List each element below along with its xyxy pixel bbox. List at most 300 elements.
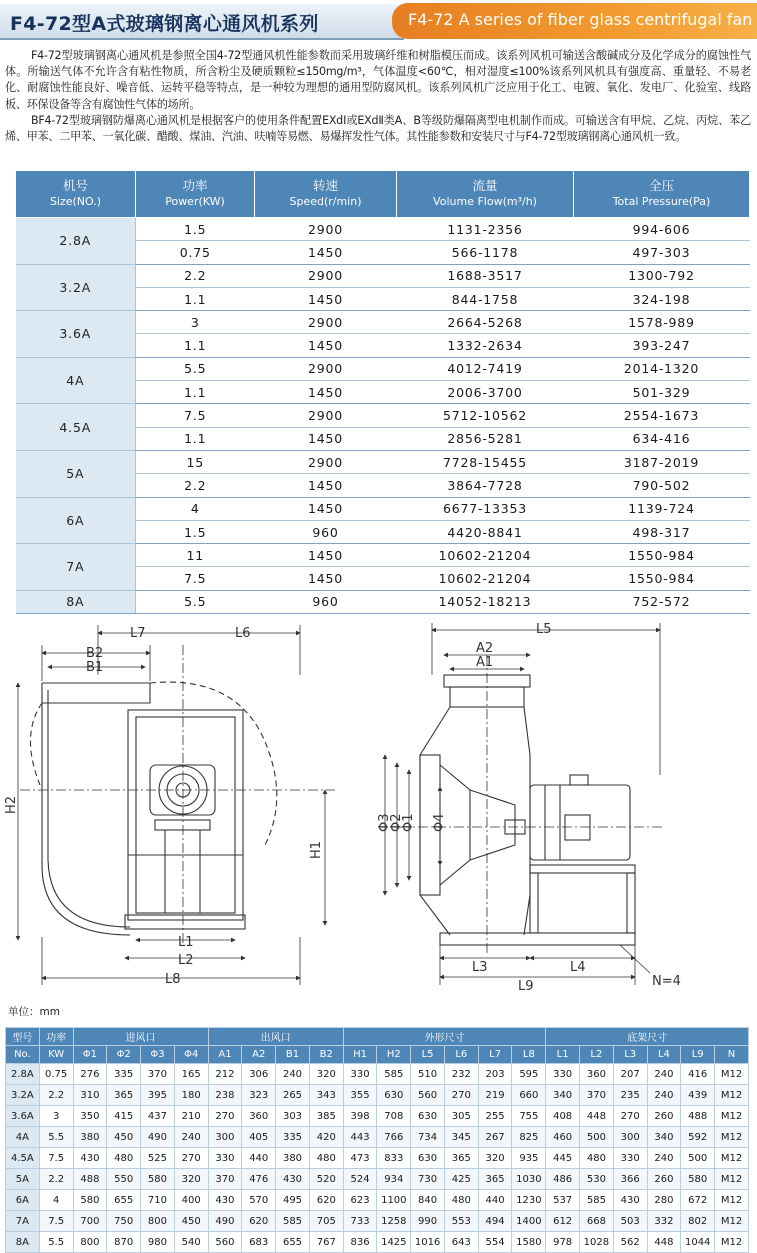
dimensions-cell: 488 bbox=[73, 1169, 107, 1190]
performance-cell: 1.1 bbox=[136, 287, 255, 310]
dimensions-cell: 1028 bbox=[580, 1232, 614, 1253]
dimensions-cell: 1230 bbox=[512, 1190, 546, 1211]
performance-row bbox=[16, 218, 750, 241]
performance-body bbox=[16, 218, 750, 614]
dimensions-cell: 655 bbox=[107, 1190, 141, 1211]
performance-cell: 0.75 bbox=[136, 241, 255, 264]
dimensions-cell: 800 bbox=[141, 1211, 175, 1232]
dimensions-cell: 260 bbox=[647, 1106, 681, 1127]
size-cell: 4A bbox=[16, 357, 136, 404]
performance-cell: 1300-792 bbox=[574, 264, 750, 287]
dimensions-cell: 1044 bbox=[681, 1232, 715, 1253]
dimensions-cell: 802 bbox=[681, 1211, 715, 1232]
dimensions-cell: 300 bbox=[208, 1127, 242, 1148]
performance-cell: 1139-724 bbox=[574, 497, 750, 520]
dimensions-cell: 450 bbox=[107, 1127, 141, 1148]
performance-cell: 634-416 bbox=[574, 427, 750, 450]
dimensions-sub-cell: L9 bbox=[681, 1046, 715, 1064]
dimensions-cell: 365 bbox=[107, 1085, 141, 1106]
dimensions-cell: 210 bbox=[174, 1106, 208, 1127]
dimensions-cell: 0.75 bbox=[39, 1064, 73, 1085]
dimensions-cell: 330 bbox=[546, 1064, 580, 1085]
dimensions-cell: 750 bbox=[107, 1211, 141, 1232]
performance-cell: 11 bbox=[136, 544, 255, 567]
performance-header-cell bbox=[397, 171, 574, 218]
dimensions-cell: 825 bbox=[512, 1127, 546, 1148]
performance-cell: 1450 bbox=[255, 497, 397, 520]
performance-cell: 2900 bbox=[255, 311, 397, 334]
dimensions-cell: 370 bbox=[580, 1085, 614, 1106]
label-a2: A2 bbox=[476, 641, 494, 656]
dimensions-cell: 620 bbox=[242, 1211, 276, 1232]
dimensions-cell: M12 bbox=[715, 1211, 749, 1232]
dimensions-sub-cell: Φ1 bbox=[73, 1046, 107, 1064]
dimensions-cell: 585 bbox=[580, 1190, 614, 1211]
size-cell: 5A bbox=[16, 450, 136, 497]
dimensions-cell: 836 bbox=[343, 1232, 377, 1253]
dimensions-cell: 240 bbox=[647, 1064, 681, 1085]
dimensions-cell: 562 bbox=[613, 1232, 647, 1253]
dimensions-cell: 265 bbox=[276, 1085, 310, 1106]
dimensions-cell: 525 bbox=[141, 1148, 175, 1169]
intro-paragraph-1: F4-72型玻璃钢离心通风机是参照全国4-72型通风机性能参数而采用玻璃纤维和树脂模压而成。该系列风机可输送含酸碱成分及化学成分的腐蚀性气体。所输送气体不允许含有粘性物质，所含粉尘及硬质颗粒≤150mg/m³，气体温度<60℃，相对湿度≤100%该系列风机具有强度高、重量轻、不易老化、耐腐蚀性能良好、噪音低、运转平稳等特点，是一种较为理想的通用型防腐风机。该系列风机广泛应用于化工、电镀、氧化、发电厂、化验室、线路板、环保设备等含有腐蚀性气体的场所。 bbox=[5, 49, 751, 111]
dimensions-cell: 870 bbox=[107, 1232, 141, 1253]
performance-cell: 2856-5281 bbox=[397, 427, 574, 450]
dimensions-cell: 445 bbox=[546, 1148, 580, 1169]
performance-cell: 3864-7728 bbox=[397, 474, 574, 497]
dimensions-cell: 335 bbox=[107, 1064, 141, 1085]
dimensions-cell: M12 bbox=[715, 1148, 749, 1169]
dimensions-cell: 270 bbox=[444, 1085, 478, 1106]
label-l2: L2 bbox=[178, 953, 194, 968]
dimensions-cell: 448 bbox=[580, 1106, 614, 1127]
performance-cell: 752-572 bbox=[574, 590, 750, 613]
dimensions-group-cell: 外形尺寸 bbox=[343, 1028, 546, 1046]
performance-header-cell bbox=[136, 171, 255, 218]
dimensions-cell: 672 bbox=[681, 1190, 715, 1211]
performance-row bbox=[16, 544, 750, 567]
dimensions-cell: 630 bbox=[377, 1085, 411, 1106]
header-cn: 转速 bbox=[312, 178, 338, 193]
label-l4: L4 bbox=[570, 960, 586, 975]
dimensions-sub-cell: N bbox=[715, 1046, 749, 1064]
dimensions-cell: 486 bbox=[546, 1169, 580, 1190]
dimensions-group-cell: 进风口 bbox=[73, 1028, 208, 1046]
performance-cell: 1450 bbox=[255, 567, 397, 590]
dimensions-cell: 345 bbox=[444, 1127, 478, 1148]
intro-text bbox=[5, 48, 751, 145]
dimensions-cell: 1016 bbox=[411, 1232, 445, 1253]
dimensions-cell: 668 bbox=[580, 1211, 614, 1232]
dimensions-cell: 380 bbox=[276, 1148, 310, 1169]
performance-cell: 844-1758 bbox=[397, 287, 574, 310]
dimensions-sub-cell: H2 bbox=[377, 1046, 411, 1064]
model-cell: 5A bbox=[6, 1169, 40, 1190]
dimensions-cell: 370 bbox=[141, 1064, 175, 1085]
performance-cell: 10602-21204 bbox=[397, 567, 574, 590]
dimensions-cell: 660 bbox=[512, 1085, 546, 1106]
dimensions-cell: 395 bbox=[141, 1085, 175, 1106]
dimensions-cell: 550 bbox=[107, 1169, 141, 1190]
dimensions-group-cell: 功率 bbox=[39, 1028, 73, 1046]
dimensions-cell: 623 bbox=[343, 1190, 377, 1211]
dimensions-cell: 303 bbox=[276, 1106, 310, 1127]
dimensions-cell: 580 bbox=[681, 1169, 715, 1190]
dimensions-cell: 260 bbox=[647, 1169, 681, 1190]
dimensions-cell: 592 bbox=[681, 1127, 715, 1148]
dimensions-cell: 323 bbox=[242, 1085, 276, 1106]
performance-cell: 7728-15455 bbox=[397, 450, 574, 473]
dimensions-cell: 380 bbox=[73, 1127, 107, 1148]
dimensions-cell: 612 bbox=[546, 1211, 580, 1232]
model-cell: 7A bbox=[6, 1211, 40, 1232]
performance-cell: 960 bbox=[255, 520, 397, 543]
label-l9: L9 bbox=[518, 979, 534, 994]
dimensions-cell: 990 bbox=[411, 1211, 445, 1232]
dimensions-sub-cell: KW bbox=[39, 1046, 73, 1064]
dimensions-cell: 240 bbox=[647, 1148, 681, 1169]
dimensions-row bbox=[6, 1232, 749, 1253]
performance-row bbox=[16, 311, 750, 334]
dimensions-cell: 405 bbox=[242, 1127, 276, 1148]
performance-cell: 2.2 bbox=[136, 264, 255, 287]
label-l7: L7 bbox=[130, 626, 146, 641]
dimensions-cell: 560 bbox=[411, 1085, 445, 1106]
label-l5: L5 bbox=[536, 622, 552, 637]
header-cn: 流量 bbox=[472, 178, 498, 193]
dimensions-cell: 1580 bbox=[512, 1232, 546, 1253]
dimensions-cell: 560 bbox=[208, 1232, 242, 1253]
performance-cell: 1688-3517 bbox=[397, 264, 574, 287]
dimensions-sub-cell: L5 bbox=[411, 1046, 445, 1064]
performance-header-cell bbox=[574, 171, 750, 218]
dimensions-cell: M12 bbox=[715, 1232, 749, 1253]
dimensions-cell: 510 bbox=[411, 1064, 445, 1085]
dimensions-row bbox=[6, 1127, 749, 1148]
label-phi2: Φ2 bbox=[389, 813, 404, 832]
dimensions-group-cell: 出风口 bbox=[208, 1028, 343, 1046]
performance-cell: 2664-5268 bbox=[397, 311, 574, 334]
dimensions-cell: 767 bbox=[309, 1232, 343, 1253]
dimensions-cell: 580 bbox=[73, 1190, 107, 1211]
page-header bbox=[0, 0, 757, 42]
label-l3: L3 bbox=[472, 960, 488, 975]
dimensions-cell: 643 bbox=[444, 1232, 478, 1253]
dimensions-cell: 705 bbox=[309, 1211, 343, 1232]
label-phi4: Φ4 bbox=[432, 813, 447, 832]
dimensions-cell: 460 bbox=[546, 1127, 580, 1148]
dimensions-cell: 320 bbox=[478, 1148, 512, 1169]
dimensions-cell: 360 bbox=[580, 1064, 614, 1085]
dimensions-cell: 476 bbox=[242, 1169, 276, 1190]
dimensions-cell: 408 bbox=[546, 1106, 580, 1127]
performance-cell: 7.5 bbox=[136, 567, 255, 590]
performance-cell: 5.5 bbox=[136, 590, 255, 613]
dimensions-cell: 5.5 bbox=[39, 1127, 73, 1148]
dimensions-cell: 330 bbox=[343, 1064, 377, 1085]
performance-row bbox=[16, 497, 750, 520]
dimensions-sub-cell: L4 bbox=[647, 1046, 681, 1064]
performance-cell: 1450 bbox=[255, 427, 397, 450]
dimensions-cell: 494 bbox=[478, 1211, 512, 1232]
performance-header-cell bbox=[16, 171, 136, 218]
dimensions-cell: 2.2 bbox=[39, 1169, 73, 1190]
dimensions-cell: 595 bbox=[512, 1064, 546, 1085]
dimensions-cell: 500 bbox=[580, 1127, 614, 1148]
dimensions-cell: 238 bbox=[208, 1085, 242, 1106]
dimensions-sub-cell: A2 bbox=[242, 1046, 276, 1064]
label-n: N=4 bbox=[652, 974, 681, 989]
performance-cell: 994-606 bbox=[574, 218, 750, 241]
performance-cell: 3 bbox=[136, 311, 255, 334]
dimensions-cell: 473 bbox=[343, 1148, 377, 1169]
dimensions-cell: 733 bbox=[343, 1211, 377, 1232]
dimensions-cell: M12 bbox=[715, 1190, 749, 1211]
dimensions-row bbox=[6, 1169, 749, 1190]
dimensions-cell: 355 bbox=[343, 1085, 377, 1106]
dimensions-cell: 267 bbox=[478, 1127, 512, 1148]
size-cell: 8A bbox=[16, 590, 136, 613]
dimensions-cell: 232 bbox=[444, 1064, 478, 1085]
performance-cell: 393-247 bbox=[574, 334, 750, 357]
dimensions-cell: 734 bbox=[411, 1127, 445, 1148]
performance-cell: 4420-8841 bbox=[397, 520, 574, 543]
dimensions-cell: 366 bbox=[613, 1169, 647, 1190]
dimensions-cell: 700 bbox=[73, 1211, 107, 1232]
performance-cell: 2900 bbox=[255, 404, 397, 427]
dimensions-cell: 554 bbox=[478, 1232, 512, 1253]
header-en: Power(KW) bbox=[165, 195, 225, 208]
front-view-drawing bbox=[385, 623, 665, 985]
performance-cell: 5712-10562 bbox=[397, 404, 574, 427]
header-cn: 功率 bbox=[182, 178, 208, 193]
performance-cell: 2900 bbox=[255, 357, 397, 380]
dimensions-cell: 1030 bbox=[512, 1169, 546, 1190]
dimensions-cell: 430 bbox=[613, 1190, 647, 1211]
dimensions-cell: 430 bbox=[208, 1190, 242, 1211]
dimensions-cell: 1100 bbox=[377, 1190, 411, 1211]
dimensions-cell: 537 bbox=[546, 1190, 580, 1211]
performance-cell: 501-329 bbox=[574, 381, 750, 404]
label-l6: L6 bbox=[235, 626, 251, 641]
fan-drawings bbox=[0, 615, 757, 995]
dimensions-cell: 240 bbox=[647, 1085, 681, 1106]
dimensions-cell: 207 bbox=[613, 1064, 647, 1085]
model-cell: 6A bbox=[6, 1190, 40, 1211]
dimensions-cell: 400 bbox=[174, 1190, 208, 1211]
dimensions-cell: 255 bbox=[478, 1106, 512, 1127]
dimensions-cell: 270 bbox=[174, 1148, 208, 1169]
dimensions-cell: 280 bbox=[647, 1190, 681, 1211]
dimensions-cell: 415 bbox=[107, 1106, 141, 1127]
performance-cell: 2900 bbox=[255, 450, 397, 473]
dimensions-row bbox=[6, 1064, 749, 1085]
performance-row bbox=[16, 590, 750, 613]
dimensions-cell: 7.5 bbox=[39, 1148, 73, 1169]
dimensions-cell: 480 bbox=[444, 1190, 478, 1211]
dimensions-cell: 320 bbox=[174, 1169, 208, 1190]
model-cell: 4A bbox=[6, 1127, 40, 1148]
dimensions-row bbox=[6, 1190, 749, 1211]
dimensions-cell: 553 bbox=[444, 1211, 478, 1232]
dimensions-cell: 270 bbox=[613, 1106, 647, 1127]
dimensions-sub-header bbox=[6, 1046, 749, 1064]
dimensions-cell: 300 bbox=[613, 1127, 647, 1148]
dimensions-cell: 330 bbox=[613, 1148, 647, 1169]
dimensions-cell: 800 bbox=[73, 1232, 107, 1253]
header-en: Size(NO.) bbox=[49, 195, 102, 208]
dimensions-sub-cell: L8 bbox=[512, 1046, 546, 1064]
performance-cell: 7.5 bbox=[136, 404, 255, 427]
dimensions-cell: 730 bbox=[411, 1169, 445, 1190]
performance-row bbox=[16, 264, 750, 287]
dimensions-cell: 416 bbox=[681, 1064, 715, 1085]
dimensions-cell: 4 bbox=[39, 1190, 73, 1211]
dimensions-sub-cell: Φ2 bbox=[107, 1046, 141, 1064]
performance-cell: 1.1 bbox=[136, 334, 255, 357]
dimensions-cell: 840 bbox=[411, 1190, 445, 1211]
size-cell: 3.2A bbox=[16, 264, 136, 311]
performance-cell: 566-1178 bbox=[397, 241, 574, 264]
performance-cell: 497-303 bbox=[574, 241, 750, 264]
dimensions-cell: 655 bbox=[276, 1232, 310, 1253]
dimensions-cell: 833 bbox=[377, 1148, 411, 1169]
dimensions-cell: 766 bbox=[377, 1127, 411, 1148]
dimensions-cell: 306 bbox=[242, 1064, 276, 1085]
dimensions-body bbox=[6, 1064, 749, 1253]
dimensions-cell: M12 bbox=[715, 1085, 749, 1106]
label-h1: H1 bbox=[309, 840, 324, 859]
dimensions-cell: 710 bbox=[141, 1190, 175, 1211]
dimensions-group-cell: 型号 bbox=[6, 1028, 40, 1046]
dimensions-cell: 398 bbox=[343, 1106, 377, 1127]
dimensions-cell: 270 bbox=[208, 1106, 242, 1127]
dimensions-cell: 490 bbox=[141, 1127, 175, 1148]
dimensions-cell: 630 bbox=[411, 1148, 445, 1169]
dimensions-cell: 203 bbox=[478, 1064, 512, 1085]
side-view-drawing bbox=[18, 625, 335, 985]
dimensions-cell: 708 bbox=[377, 1106, 411, 1127]
dimensions-cell: 520 bbox=[309, 1169, 343, 1190]
size-cell: 3.6A bbox=[16, 311, 136, 358]
performance-table bbox=[15, 170, 750, 614]
title-en: F4-72 A series of fiber glass centrifugal fan bbox=[408, 10, 753, 29]
dimensions-cell: 240 bbox=[276, 1064, 310, 1085]
dimensions-cell: 935 bbox=[512, 1148, 546, 1169]
performance-cell: 324-198 bbox=[574, 287, 750, 310]
size-cell: 6A bbox=[16, 497, 136, 544]
model-cell: 2.8A bbox=[6, 1064, 40, 1085]
dimensions-cell: M12 bbox=[715, 1064, 749, 1085]
dimensions-cell: 490 bbox=[208, 1211, 242, 1232]
dimensions-cell: 585 bbox=[276, 1211, 310, 1232]
dimensions-cell: 335 bbox=[276, 1127, 310, 1148]
dimensions-row bbox=[6, 1106, 749, 1127]
dimensions-cell: 1425 bbox=[377, 1232, 411, 1253]
size-cell: 4.5A bbox=[16, 404, 136, 451]
performance-cell: 960 bbox=[255, 590, 397, 613]
title-cn-banner bbox=[0, 4, 404, 40]
unit-label: 单位：mm bbox=[8, 1006, 60, 1018]
dimensions-cell: 480 bbox=[309, 1148, 343, 1169]
performance-cell: 498-317 bbox=[574, 520, 750, 543]
dimensions-cell: 440 bbox=[478, 1190, 512, 1211]
dimensions-group-cell: 底架尺寸 bbox=[546, 1028, 749, 1046]
performance-cell: 10602-21204 bbox=[397, 544, 574, 567]
dimensions-sub-cell: B2 bbox=[309, 1046, 343, 1064]
title-cn: F4-72型A式玻璃钢离心通风机系列 bbox=[10, 13, 319, 35]
performance-header-cell bbox=[255, 171, 397, 218]
label-a1: A1 bbox=[476, 655, 494, 670]
header-en: Speed(r/min) bbox=[289, 195, 362, 208]
label-b2: B2 bbox=[86, 646, 104, 661]
dimensions-cell: 480 bbox=[107, 1148, 141, 1169]
header-en: Volume Flow(m³/h) bbox=[433, 195, 537, 208]
label-b1: B1 bbox=[86, 660, 104, 675]
performance-cell: 4 bbox=[136, 497, 255, 520]
dimensions-cell: 235 bbox=[613, 1085, 647, 1106]
label-phi1: Φ1 bbox=[401, 813, 416, 832]
dimensions-cell: 440 bbox=[242, 1148, 276, 1169]
dimensions-cell: 2.2 bbox=[39, 1085, 73, 1106]
model-cell: 8A bbox=[6, 1232, 40, 1253]
dimensions-cell: 350 bbox=[73, 1106, 107, 1127]
dimensions-row bbox=[6, 1148, 749, 1169]
dimensions-cell: 320 bbox=[309, 1064, 343, 1085]
performance-cell: 1450 bbox=[255, 381, 397, 404]
dimensions-cell: 630 bbox=[411, 1106, 445, 1127]
performance-cell: 1550-984 bbox=[574, 567, 750, 590]
dimensions-cell: 437 bbox=[141, 1106, 175, 1127]
dimensions-cell: 365 bbox=[444, 1148, 478, 1169]
performance-cell: 14052-18213 bbox=[397, 590, 574, 613]
dimensions-table bbox=[5, 1027, 749, 1253]
performance-cell: 1332-2634 bbox=[397, 334, 574, 357]
dimensions-cell: 934 bbox=[377, 1169, 411, 1190]
dimensions-cell: 340 bbox=[546, 1085, 580, 1106]
dimensions-cell: 420 bbox=[309, 1127, 343, 1148]
performance-cell: 15 bbox=[136, 450, 255, 473]
dimensions-cell: 488 bbox=[681, 1106, 715, 1127]
dimensions-cell: 978 bbox=[546, 1232, 580, 1253]
dimensions-sub-cell: L2 bbox=[580, 1046, 614, 1064]
dimensions-cell: 343 bbox=[309, 1085, 343, 1106]
dimensions-cell: 332 bbox=[647, 1211, 681, 1232]
performance-cell: 2900 bbox=[255, 218, 397, 241]
dimensions-sub-cell: No. bbox=[6, 1046, 40, 1064]
dimensions-cell: 480 bbox=[580, 1148, 614, 1169]
label-h2: H2 bbox=[4, 795, 19, 814]
dimensions-sub-cell: L7 bbox=[478, 1046, 512, 1064]
performance-row bbox=[16, 357, 750, 380]
performance-cell: 2006-3700 bbox=[397, 381, 574, 404]
performance-cell: 1.5 bbox=[136, 218, 255, 241]
dimensions-cell: 180 bbox=[174, 1085, 208, 1106]
performance-cell: 5.5 bbox=[136, 357, 255, 380]
dimensions-sub-cell: L3 bbox=[613, 1046, 647, 1064]
performance-cell: 1450 bbox=[255, 474, 397, 497]
dimensions-cell: 503 bbox=[613, 1211, 647, 1232]
performance-cell: 1450 bbox=[255, 334, 397, 357]
dimensions-row bbox=[6, 1085, 749, 1106]
dimensions-sub-cell: L6 bbox=[444, 1046, 478, 1064]
performance-cell: 2900 bbox=[255, 264, 397, 287]
performance-cell: 790-502 bbox=[574, 474, 750, 497]
dimensions-cell: 524 bbox=[343, 1169, 377, 1190]
dimensions-sub-cell: B1 bbox=[276, 1046, 310, 1064]
performance-cell: 2554-1673 bbox=[574, 404, 750, 427]
size-cell: 2.8A bbox=[16, 218, 136, 265]
